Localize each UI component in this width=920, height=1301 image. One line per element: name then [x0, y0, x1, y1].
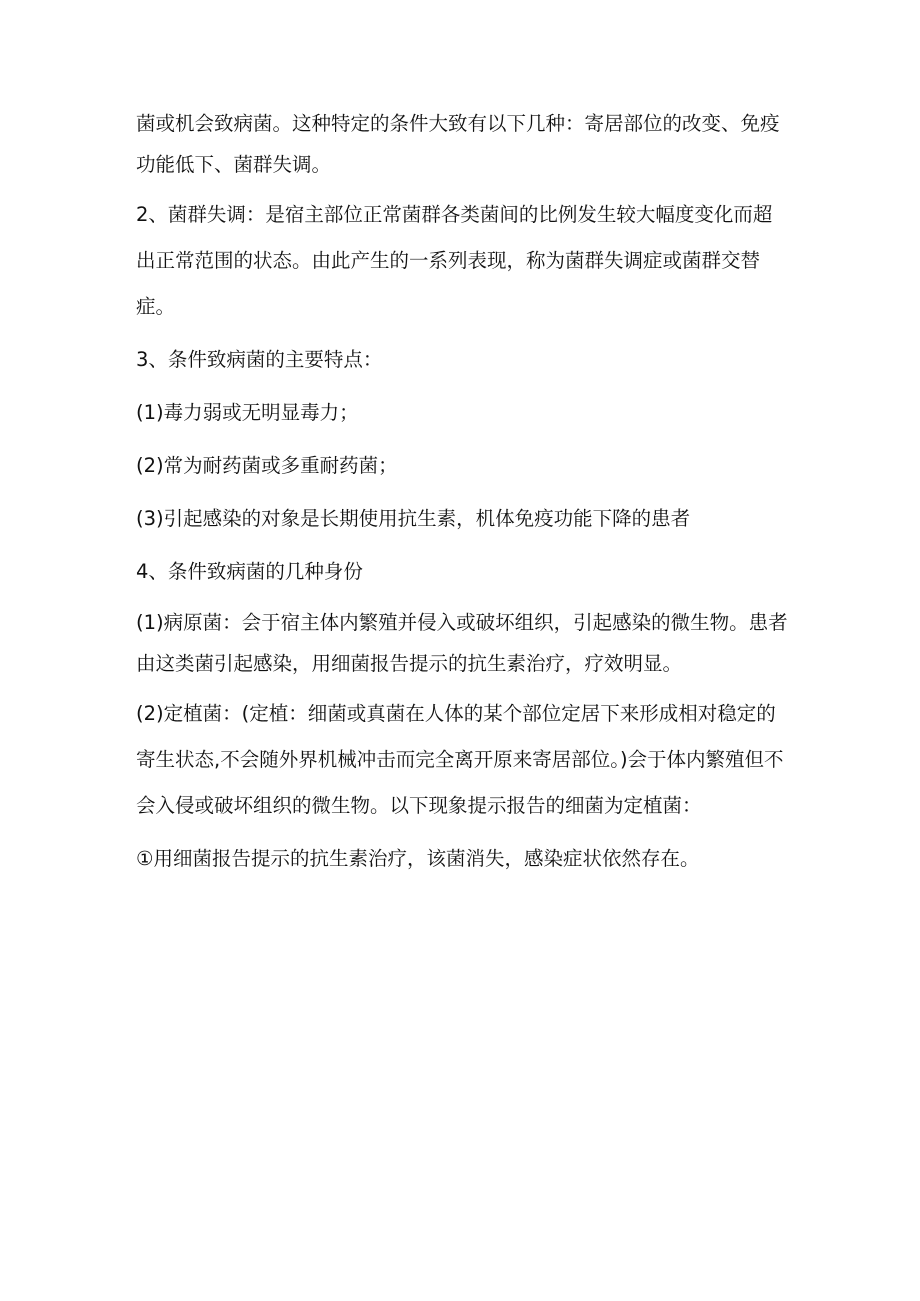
paragraph-colonizer-sign-1: ①用细菌报告提示的抗生素治疗，该菌消失，感染症状依然存在。	[136, 847, 700, 870]
paragraph-feature-2: (2)常为耐药菌或多重耐药菌；	[136, 454, 398, 477]
paragraph-colonizer: (2)定植菌：(定植：细菌或真菌在人体的某个部位定居下来形成相对稳定的寄生状态,不会随外界机械冲击而完全离开原来寄居部位。)会于体内繁殖但不会入侵或破坏组织的微生物。以下现象提示报告的细菌为定植菌：	[136, 702, 784, 817]
paragraph-features-heading: 3、条件致病菌的主要特点：	[136, 348, 383, 371]
paragraph-condition-intro: 菌或机会致病菌。这种特定的条件大致有以下几种：寄居部位的改变、免疫功能低下、菌群失调。	[136, 112, 780, 176]
document-body	[136, 103, 788, 889]
paragraph-identities-heading: 4、条件致病菌的几种身份	[136, 560, 363, 583]
paragraph-feature-1: (1)毒力弱或无明显毒力；	[136, 401, 359, 424]
paragraph-flora-imbalance: 2、菌群失调：是宿主部位正常菌群各类菌间的比例发生较大幅度变化而超出正常范围的状态。由此产生的一系列表现，称为菌群失调症或菌群交替症。	[136, 203, 773, 318]
paragraph-feature-3: (3)引起感染的对象是长期使用抗生素，机体免疫功能下降的患者	[136, 507, 691, 530]
paragraph-pathogen: (1)病原菌：会于宿主体内繁殖并侵入或破坏组织，引起感染的微生物。患者由这类菌引起感染，用细菌报告提示的抗生素治疗，疗效明显。	[136, 611, 788, 675]
